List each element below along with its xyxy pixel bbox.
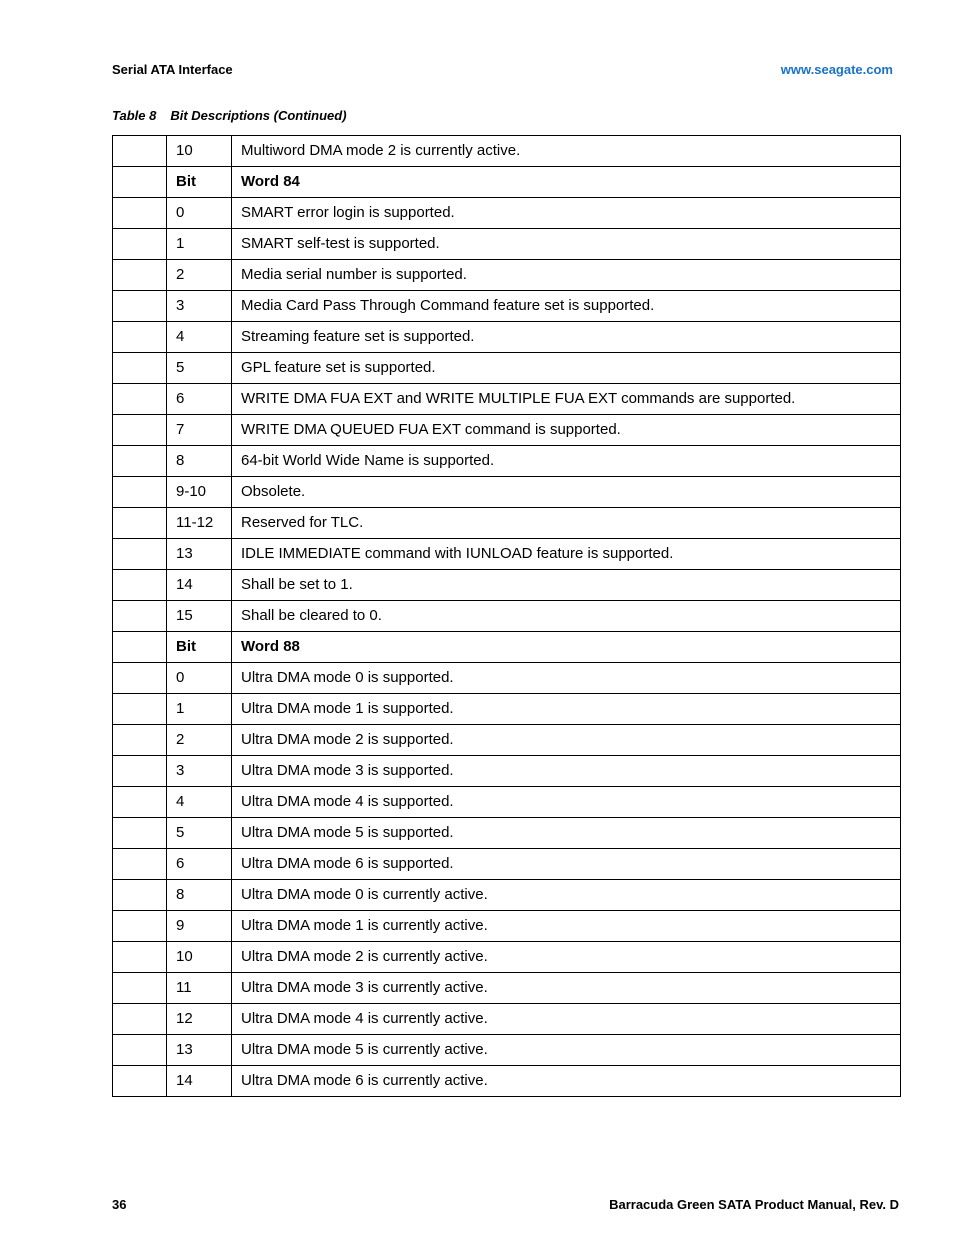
empty-cell [113,415,167,446]
bit-cell: 9 [167,911,232,942]
table-row [113,198,901,229]
bit-cell: 2 [167,260,232,291]
table-row [113,942,901,973]
word-heading: Word 84 [232,167,901,198]
empty-cell [113,136,167,167]
section-header-row [113,167,901,198]
bit-cell: 9-10 [167,477,232,508]
bit-column-heading: Bit [167,632,232,663]
description-cell: Ultra DMA mode 6 is currently active. [232,1066,901,1097]
bit-cell: 12 [167,1004,232,1035]
section-header-row [113,632,901,663]
empty-cell [113,198,167,229]
table-row [113,136,901,167]
description-cell: Media serial number is supported. [232,260,901,291]
running-header-title: Serial ATA Interface [112,62,233,77]
bit-cell: 5 [167,818,232,849]
description-cell: SMART error login is supported. [232,198,901,229]
empty-cell [113,756,167,787]
empty-cell [113,787,167,818]
bit-cell: 2 [167,725,232,756]
description-cell: Ultra DMA mode 2 is supported. [232,725,901,756]
bit-cell: 13 [167,1035,232,1066]
bit-cell: 15 [167,601,232,632]
empty-cell [113,508,167,539]
description-cell: Ultra DMA mode 0 is currently active. [232,880,901,911]
table-row [113,260,901,291]
empty-cell [113,477,167,508]
table-row [113,1035,901,1066]
empty-cell [113,942,167,973]
empty-cell [113,911,167,942]
empty-cell [113,725,167,756]
empty-cell [113,539,167,570]
bit-cell: 8 [167,880,232,911]
description-cell: Multiword DMA mode 2 is currently active. [232,136,901,167]
word-heading: Word 88 [232,632,901,663]
empty-cell [113,694,167,725]
table-row [113,539,901,570]
description-cell: Obsolete. [232,477,901,508]
bit-cell: 10 [167,942,232,973]
description-cell: Reserved for TLC. [232,508,901,539]
empty-cell [113,663,167,694]
table-row [113,818,901,849]
bit-cell: 11-12 [167,508,232,539]
description-cell: Ultra DMA mode 1 is supported. [232,694,901,725]
description-cell: Media Card Pass Through Command feature set is supported. [232,291,901,322]
table-row [113,322,901,353]
bit-cell: 5 [167,353,232,384]
description-cell: IDLE IMMEDIATE command with IUNLOAD feature is supported. [232,539,901,570]
table-row [113,973,901,1004]
table-title: Bit Descriptions (Continued) [170,108,347,123]
table-row [113,291,901,322]
empty-cell [113,632,167,663]
bit-cell: 4 [167,322,232,353]
description-cell: 64-bit World Wide Name is supported. [232,446,901,477]
empty-cell [113,818,167,849]
bit-cell: 0 [167,198,232,229]
empty-cell [113,880,167,911]
empty-cell [113,446,167,477]
empty-cell [113,384,167,415]
table-row [113,477,901,508]
bit-cell: 14 [167,570,232,601]
table-row [113,353,901,384]
description-cell: Ultra DMA mode 0 is supported. [232,663,901,694]
bit-cell: 1 [167,229,232,260]
description-cell: Ultra DMA mode 3 is supported. [232,756,901,787]
table-row [113,1004,901,1035]
website-link[interactable]: www.seagate.com [780,62,893,77]
table-row [113,787,901,818]
table-row [113,663,901,694]
empty-cell [113,973,167,1004]
bit-cell: 11 [167,973,232,1004]
bit-cell: 10 [167,136,232,167]
empty-cell [113,260,167,291]
description-cell: Ultra DMA mode 2 is currently active. [232,942,901,973]
empty-cell [113,353,167,384]
bit-cell: 14 [167,1066,232,1097]
description-cell: Ultra DMA mode 4 is currently active. [232,1004,901,1035]
description-cell: Ultra DMA mode 5 is supported. [232,818,901,849]
description-cell: Streaming feature set is supported. [232,322,901,353]
table-row [113,1066,901,1097]
table-row [113,849,901,880]
description-cell: Ultra DMA mode 3 is currently active. [232,973,901,1004]
empty-cell [113,322,167,353]
description-cell: Ultra DMA mode 4 is supported. [232,787,901,818]
description-cell: WRITE DMA FUA EXT and WRITE MULTIPLE FUA EXT commands are supported. [232,384,901,415]
table-row [113,508,901,539]
bit-descriptions-table [112,135,901,1097]
bit-cell: 4 [167,787,232,818]
table-row [113,694,901,725]
bit-cell: 0 [167,663,232,694]
bit-cell: 1 [167,694,232,725]
description-cell: Shall be set to 1. [232,570,901,601]
empty-cell [113,229,167,260]
table-body [113,136,901,1097]
bit-column-heading: Bit [167,167,232,198]
description-cell: SMART self-test is supported. [232,229,901,260]
bit-cell: 3 [167,756,232,787]
description-cell: Ultra DMA mode 5 is currently active. [232,1035,901,1066]
description-cell: Ultra DMA mode 6 is supported. [232,849,901,880]
page-number: 36 [112,1197,127,1212]
table-row [113,570,901,601]
table-row [113,725,901,756]
empty-cell [113,849,167,880]
empty-cell [113,1004,167,1035]
description-cell: Shall be cleared to 0. [232,601,901,632]
bit-cell: 7 [167,415,232,446]
bit-cell: 6 [167,849,232,880]
empty-cell [113,1066,167,1097]
empty-cell [113,167,167,198]
table-row [113,601,901,632]
empty-cell [113,291,167,322]
empty-cell [113,1035,167,1066]
table-row [113,446,901,477]
table-caption [112,108,347,123]
description-cell: Ultra DMA mode 1 is currently active. [232,911,901,942]
table-row [113,384,901,415]
table-row [113,415,901,446]
table-row [113,229,901,260]
manual-title: Barracuda Green SATA Product Manual, Rev. D [609,1197,899,1212]
table-row [113,911,901,942]
table-row [113,880,901,911]
empty-cell [113,570,167,601]
bit-cell: 8 [167,446,232,477]
bit-cell: 6 [167,384,232,415]
empty-cell [113,601,167,632]
bit-cell: 3 [167,291,232,322]
description-cell: GPL feature set is supported. [232,353,901,384]
table-number: Table 8 [112,108,157,123]
table-row [113,756,901,787]
description-cell: WRITE DMA QUEUED FUA EXT command is supported. [232,415,901,446]
bit-cell: 13 [167,539,232,570]
